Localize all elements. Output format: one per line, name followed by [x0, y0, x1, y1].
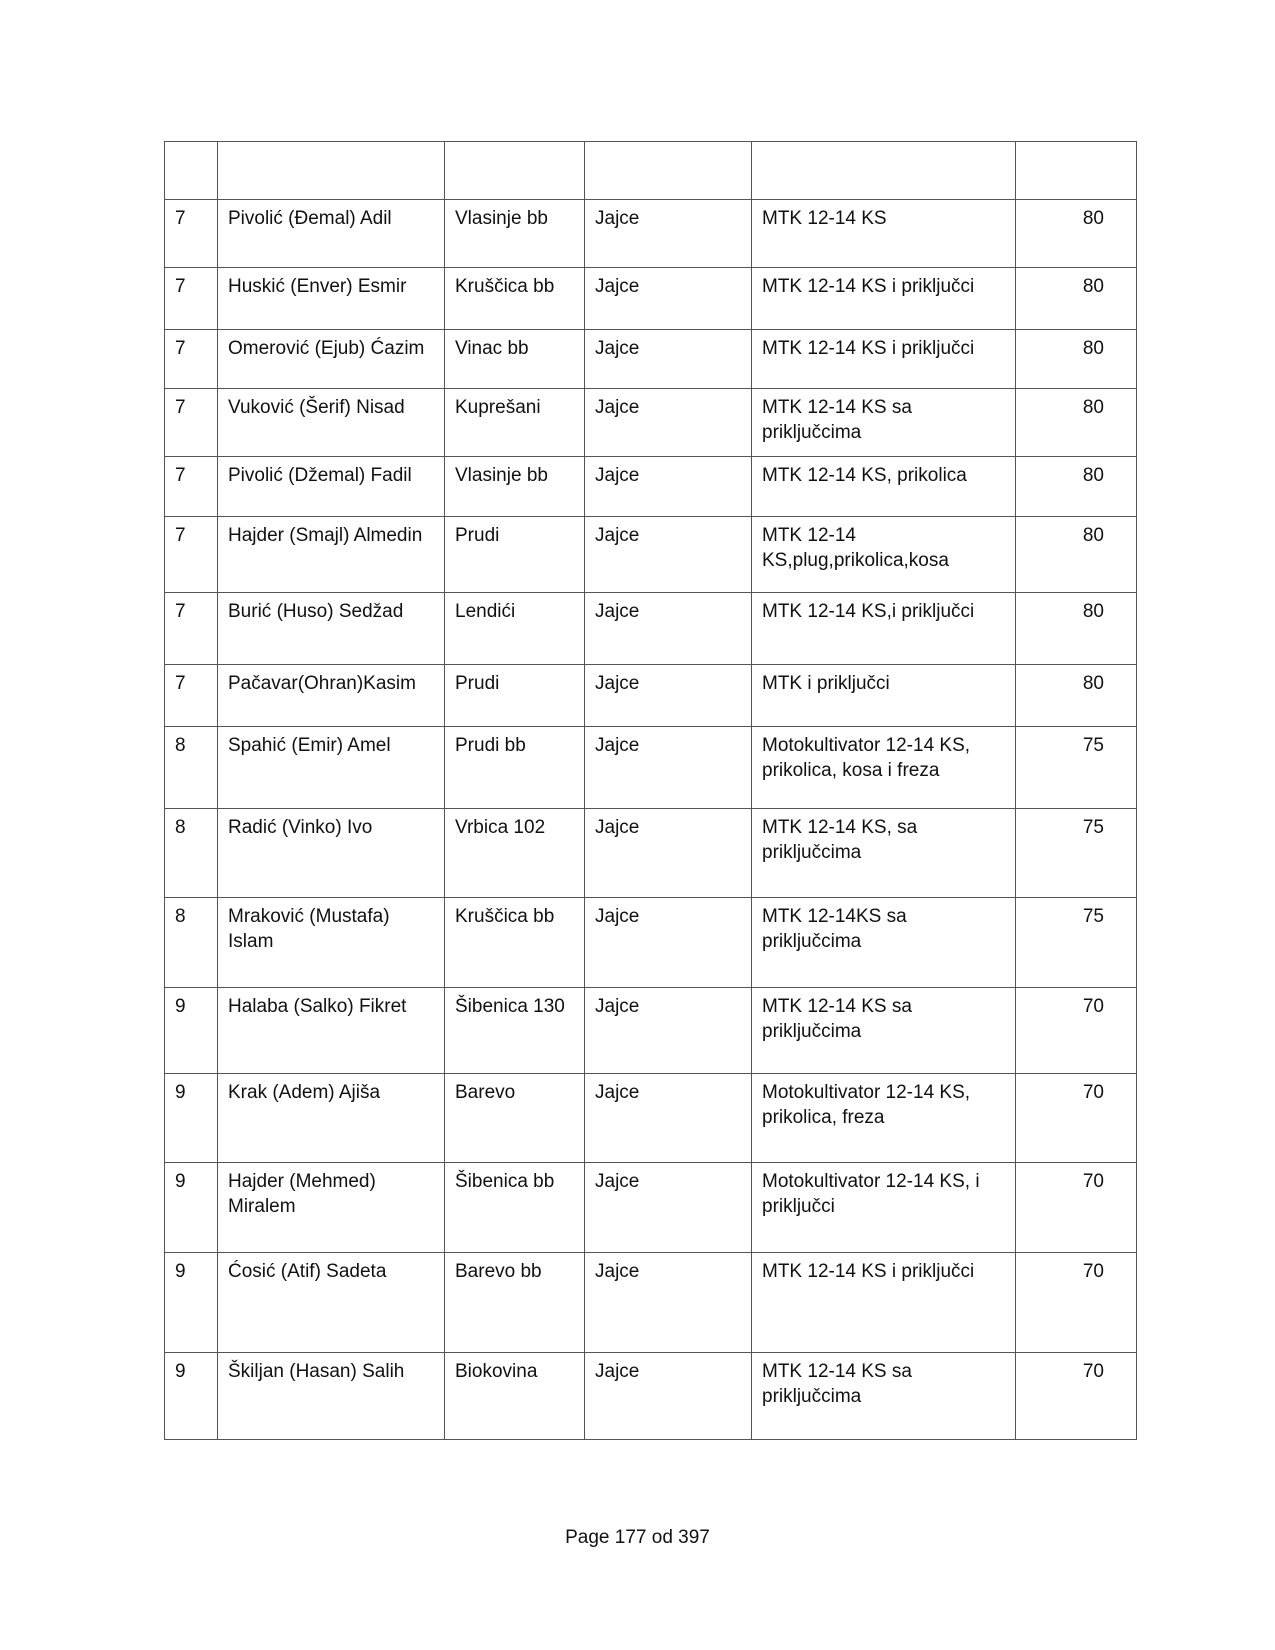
name-cell: Pačavar(Ohran)Kasim — [218, 665, 445, 727]
rank-cell: 7 — [165, 457, 218, 517]
equipment-cell: MTK 12-14 KS, prikolica — [752, 457, 1016, 517]
points-cell: 80 — [1016, 593, 1137, 665]
rank-cell: 7 — [165, 517, 218, 593]
points-cell: 75 — [1016, 898, 1137, 988]
address-cell: Vlasinje bb — [445, 200, 585, 268]
rank-cell: 9 — [165, 1163, 218, 1253]
name-cell: Hajder (Mehmed) Miralem — [218, 1163, 445, 1253]
address-cell: Vlasinje bb — [445, 457, 585, 517]
name-cell: Hajder (Smajl) Almedin — [218, 517, 445, 593]
equipment-cell: MTK 12-14 KS,i priključci — [752, 593, 1016, 665]
table-row — [165, 665, 1137, 727]
points-cell: 70 — [1016, 1163, 1137, 1253]
equipment-cell: MTK 12-14KS sa priključcima — [752, 898, 1016, 988]
name-cell: Krak (Adem) Ajiša — [218, 1074, 445, 1163]
rank-cell: 7 — [165, 330, 218, 389]
city-cell: Jajce — [585, 517, 752, 593]
rank-cell: 9 — [165, 988, 218, 1074]
table-row — [165, 1163, 1137, 1253]
table-row — [165, 1074, 1137, 1163]
points-cell: 70 — [1016, 1353, 1137, 1440]
rank-cell: 9 — [165, 1253, 218, 1353]
name-cell: Vuković (Šerif) Nisad — [218, 389, 445, 457]
points-cell: 70 — [1016, 1253, 1137, 1353]
address-cell: Šibenica bb — [445, 1163, 585, 1253]
address-cell: Prudi — [445, 665, 585, 727]
rank-cell: 8 — [165, 809, 218, 898]
points-cell: 80 — [1016, 517, 1137, 593]
city-cell: Jajce — [585, 1074, 752, 1163]
table-header-row — [165, 142, 1137, 200]
name-cell: Radić (Vinko) Ivo — [218, 809, 445, 898]
city-cell: Jajce — [585, 330, 752, 389]
points-cell: 80 — [1016, 200, 1137, 268]
city-cell: Jajce — [585, 457, 752, 517]
table-row — [165, 200, 1137, 268]
name-cell: Omerović (Ejub) Ćazim — [218, 330, 445, 389]
table-row — [165, 517, 1137, 593]
city-cell: Jajce — [585, 593, 752, 665]
table-row — [165, 457, 1137, 517]
name-cell: Pivolić (Džemal) Fadil — [218, 457, 445, 517]
header-cell-address — [445, 142, 585, 200]
header-cell-city — [585, 142, 752, 200]
rank-cell: 7 — [165, 665, 218, 727]
equipment-cell: MTK i priključci — [752, 665, 1016, 727]
table-row — [165, 268, 1137, 330]
city-cell: Jajce — [585, 1253, 752, 1353]
city-cell: Jajce — [585, 1353, 752, 1440]
equipment-cell: MTK 12-14 KS, sa priključcima — [752, 809, 1016, 898]
rank-cell: 7 — [165, 389, 218, 457]
equipment-cell: MTK 12-14 KS — [752, 200, 1016, 268]
equipment-cell: Motokultivator 12-14 KS, i priključci — [752, 1163, 1016, 1253]
name-cell: Škiljan (Hasan) Salih — [218, 1353, 445, 1440]
address-cell: Vrbica 102 — [445, 809, 585, 898]
equipment-cell: MTK 12-14 KS sa priključcima — [752, 988, 1016, 1074]
table-row — [165, 809, 1137, 898]
equipment-cell: MTK 12-14 KS i priključci — [752, 268, 1016, 330]
address-cell: Lendići — [445, 593, 585, 665]
address-cell: Biokovina — [445, 1353, 585, 1440]
table-row — [165, 1353, 1137, 1440]
points-cell: 70 — [1016, 1074, 1137, 1163]
rank-cell: 8 — [165, 898, 218, 988]
city-cell: Jajce — [585, 727, 752, 809]
city-cell: Jajce — [585, 665, 752, 727]
table-row — [165, 898, 1137, 988]
rank-cell: 7 — [165, 268, 218, 330]
address-cell: Kruščica bb — [445, 268, 585, 330]
address-cell: Prudi — [445, 517, 585, 593]
address-cell: Kruščica bb — [445, 898, 585, 988]
rank-cell: 9 — [165, 1074, 218, 1163]
name-cell: Spahić (Emir) Amel — [218, 727, 445, 809]
rank-cell: 7 — [165, 200, 218, 268]
city-cell: Jajce — [585, 1163, 752, 1253]
points-cell: 80 — [1016, 268, 1137, 330]
name-cell: Burić (Huso) Sedžad — [218, 593, 445, 665]
equipment-cell: MTK 12-14 KS sa priključcima — [752, 1353, 1016, 1440]
table-row — [165, 330, 1137, 389]
header-cell-name — [218, 142, 445, 200]
name-cell: Halaba (Salko) Fikret — [218, 988, 445, 1074]
header-cell-equipment — [752, 142, 1016, 200]
equipment-cell: MTK 12-14 KS i priključci — [752, 330, 1016, 389]
city-cell: Jajce — [585, 389, 752, 457]
header-cell-points — [1016, 142, 1137, 200]
city-cell: Jajce — [585, 809, 752, 898]
address-cell: Kuprešani — [445, 389, 585, 457]
table-row — [165, 988, 1137, 1074]
rank-cell: 9 — [165, 1353, 218, 1440]
page-number: Page 177 od 397 — [565, 1527, 710, 1548]
name-cell: Ćosić (Atif) Sadeta — [218, 1253, 445, 1353]
equipment-cell: Motokultivator 12-14 KS, prikolica, kosa i freza — [752, 727, 1016, 809]
equipment-cell: MTK 12-14 KS i priključci — [752, 1253, 1016, 1353]
points-cell: 80 — [1016, 665, 1137, 727]
rank-cell: 8 — [165, 727, 218, 809]
table-row — [165, 727, 1137, 809]
applicants-table — [164, 141, 1137, 1440]
address-cell: Vinac bb — [445, 330, 585, 389]
table-row — [165, 1253, 1137, 1353]
equipment-cell: MTK 12-14 KS sa priključcima — [752, 389, 1016, 457]
points-cell: 80 — [1016, 389, 1137, 457]
name-cell: Huskić (Enver) Esmir — [218, 268, 445, 330]
points-cell: 80 — [1016, 330, 1137, 389]
city-cell: Jajce — [585, 988, 752, 1074]
rank-cell: 7 — [165, 593, 218, 665]
table-row — [165, 593, 1137, 665]
points-cell: 70 — [1016, 988, 1137, 1074]
header-cell-rank — [165, 142, 218, 200]
name-cell: Pivolić (Đemal) Adil — [218, 200, 445, 268]
city-cell: Jajce — [585, 200, 752, 268]
address-cell: Prudi bb — [445, 727, 585, 809]
name-cell: Mraković (Mustafa) Islam — [218, 898, 445, 988]
equipment-cell: Motokultivator 12-14 KS, prikolica, freza — [752, 1074, 1016, 1163]
address-cell: Barevo — [445, 1074, 585, 1163]
city-cell: Jajce — [585, 268, 752, 330]
address-cell: Barevo bb — [445, 1253, 585, 1353]
city-cell: Jajce — [585, 898, 752, 988]
points-cell: 80 — [1016, 457, 1137, 517]
points-cell: 75 — [1016, 727, 1137, 809]
points-cell: 75 — [1016, 809, 1137, 898]
table-row — [165, 389, 1137, 457]
address-cell: Šibenica 130 — [445, 988, 585, 1074]
equipment-cell: MTK 12-14 KS,plug,prikolica,kosa — [752, 517, 1016, 593]
